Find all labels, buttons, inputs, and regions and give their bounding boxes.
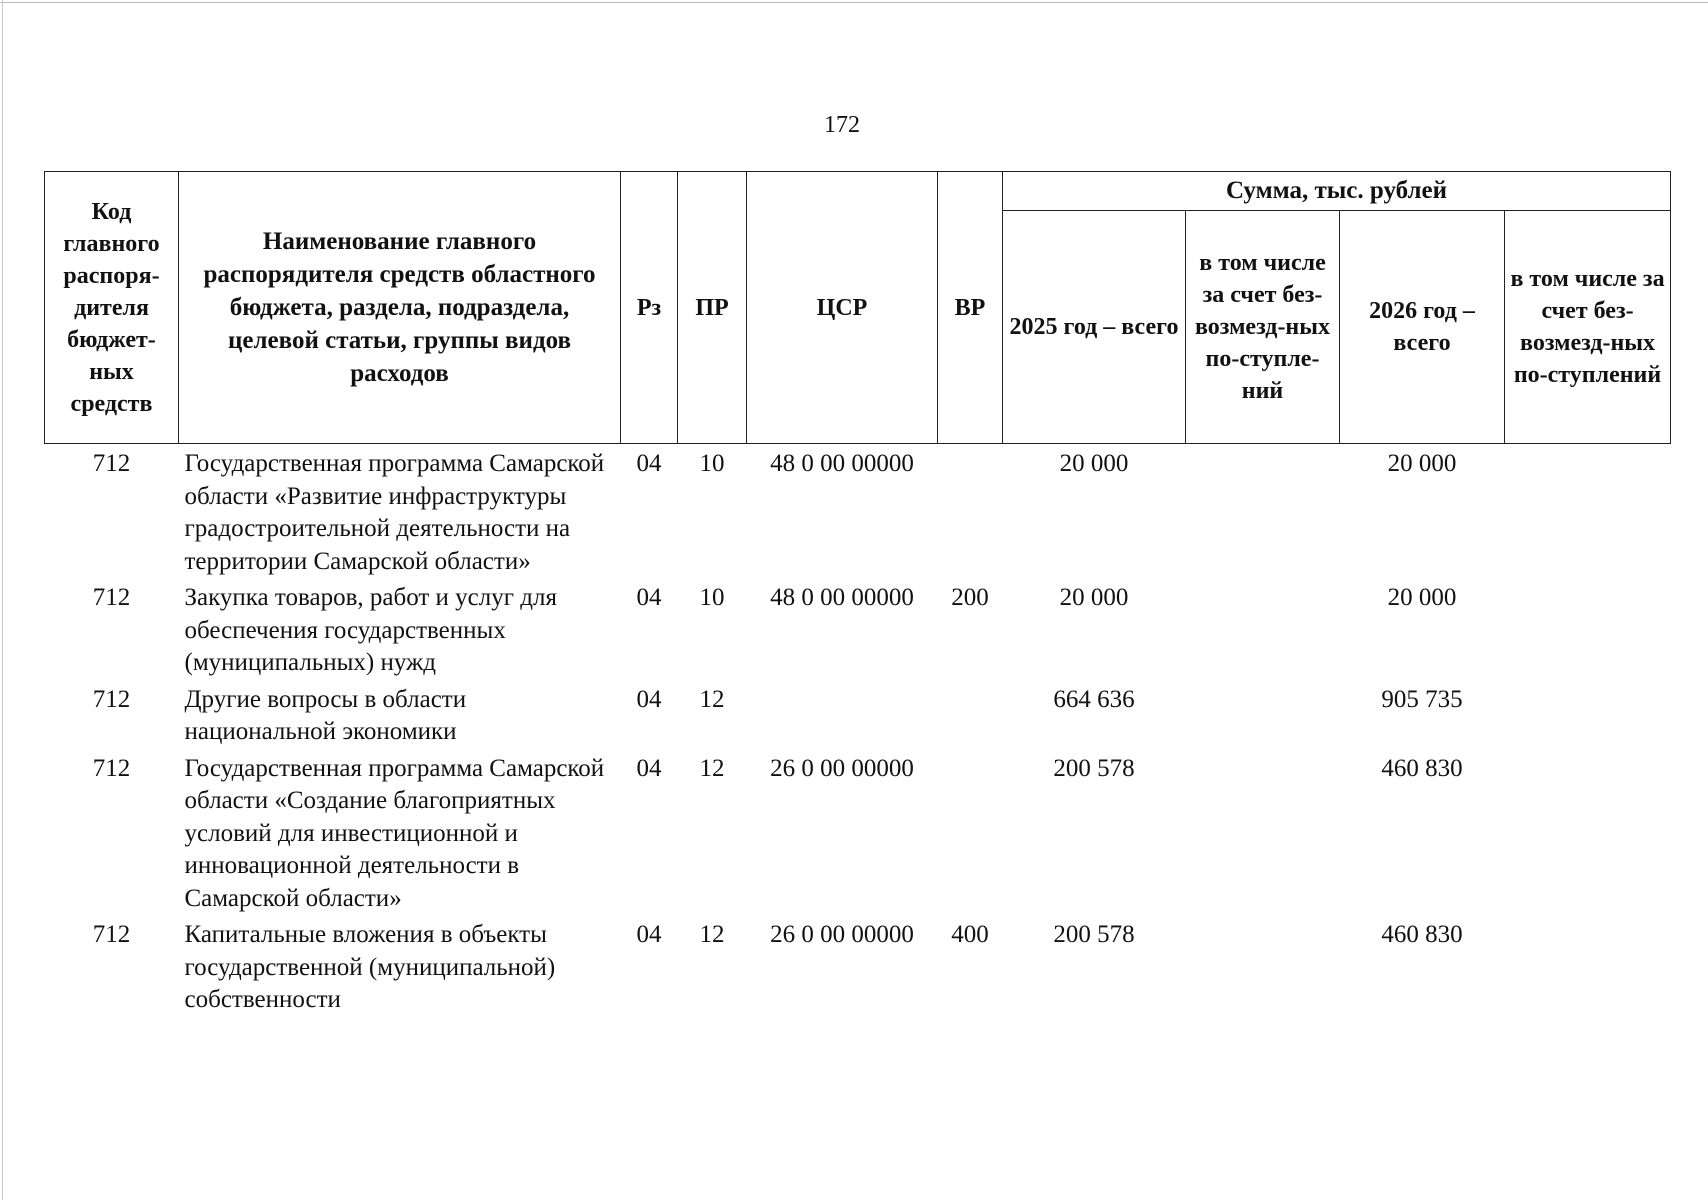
header-rz: Рз [621,172,678,444]
header-vr: ВР [938,172,1003,444]
cell-2025-gratuitous [1186,751,1340,918]
header-2025-gratuitous: в том числе за счет без-возмезд-ных по-ступле-ний [1186,211,1340,444]
table-row [45,444,1671,581]
header-name: Наименование главного распорядителя средств областного бюджета, раздела, подраздела, целевой статьи, группы видов расходов [179,172,621,444]
budget-table [44,171,1671,1019]
cell-2026-gratuitous [1505,580,1671,682]
cell-rz: 04 [636,754,662,782]
cell-pr: 12 [699,685,725,713]
cell-2026-total: 20 000 [1387,584,1457,611]
page-number: 172 [824,112,860,138]
cell-2025-total: 20 000 [1059,450,1129,477]
cell-csr [747,682,938,751]
cell-2026-gratuitous [1505,917,1671,1019]
cell-vr [938,682,1003,751]
cell-vr: 200 [951,584,989,611]
cell-pr: 12 [699,754,725,782]
header-2026-gratuitous: в том числе за счет без-возмезд-ных по-ступлений [1505,211,1671,444]
cell-2026-gratuitous [1505,751,1671,918]
cell-code: 712 [92,685,131,713]
cell-vr: 400 [951,921,989,948]
cell-2026-total: 905 735 [1381,685,1463,713]
cell-name: Другие вопросы в области национальной экономики [184,685,467,745]
header-sum-group: Сумма, тыс. рублей [1003,172,1671,211]
cell-rz: 04 [636,584,662,611]
table-row [45,917,1671,1019]
cell-vr [938,444,1003,581]
table-body [45,444,1671,1019]
cell-name: Государственная программа Самарской области «Развитие инфраструктуры градостроительной деятельности на территории Самарской области» [184,450,605,575]
table-row [45,580,1671,682]
cell-2025-total: 200 578 [1053,921,1135,948]
scan-edge-left [2,0,3,1200]
cell-2025-gratuitous [1186,682,1340,751]
cell-2026-total: 20 000 [1387,450,1457,477]
cell-2026-gratuitous [1505,444,1671,581]
cell-2025-total: 200 578 [1053,754,1135,782]
cell-pr: 12 [699,921,725,948]
cell-2026-total: 460 830 [1381,921,1463,948]
table-header [45,172,1671,444]
cell-csr: 26 0 00 00000 [770,921,914,948]
cell-name: Государственная программа Самарской области «Создание благоприятных условий для инвестиционной и инновационной деятельности в Самарской области» [184,754,605,912]
cell-2025-total: 20 000 [1059,584,1129,611]
cell-2025-gratuitous [1186,444,1340,581]
header-2025-total: 2025 год – всего [1003,211,1186,444]
cell-csr: 48 0 00 00000 [770,450,914,477]
table-row [45,751,1671,918]
cell-rz: 04 [636,921,662,948]
cell-2025-total: 664 636 [1053,685,1135,713]
header-pr: ПР [678,172,747,444]
cell-2026-total: 460 830 [1381,754,1463,782]
cell-code: 712 [92,450,131,477]
cell-pr: 10 [699,584,725,611]
cell-code: 712 [92,921,131,948]
cell-code: 712 [92,584,131,611]
header-row-top [45,172,1671,211]
cell-code: 712 [92,754,131,782]
cell-pr: 10 [699,450,725,477]
cell-name: Капитальные вложения в объекты государственной (муниципальной) собственности [184,921,556,1013]
cell-rz: 04 [636,450,662,477]
header-csr: ЦСР [747,172,938,444]
cell-2026-gratuitous [1505,682,1671,751]
cell-name: Закупка товаров, работ и услуг для обеспечения государственных (муниципальных) нужд [184,584,557,676]
table-row [45,682,1671,751]
cell-2025-gratuitous [1186,580,1340,682]
cell-2025-gratuitous [1186,917,1340,1019]
cell-csr: 26 0 00 00000 [770,754,914,782]
header-2026-total: 2026 год – всего [1340,211,1505,444]
cell-vr [938,751,1003,918]
cell-csr: 48 0 00 00000 [770,584,914,611]
scan-edge-top [0,2,1708,3]
header-code: Код главного распоря-дителя бюджет-ных средств [45,172,179,444]
cell-rz: 04 [636,685,662,713]
